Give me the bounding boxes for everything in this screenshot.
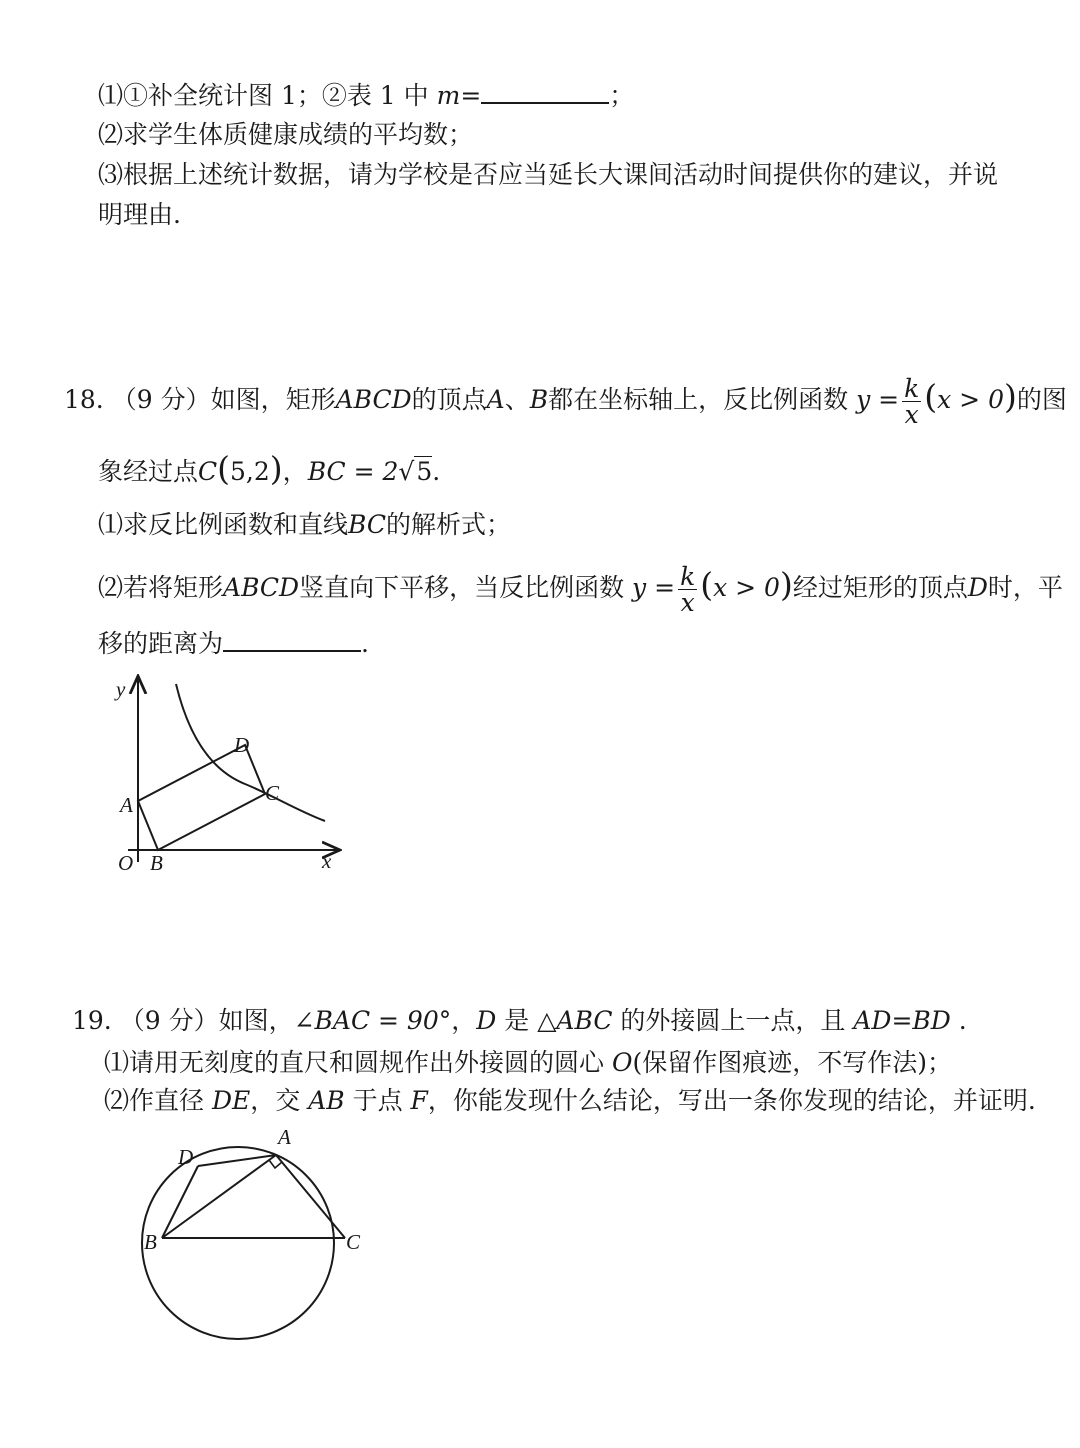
q19-figure bbox=[140, 1124, 380, 1324]
label-c: C bbox=[346, 1230, 361, 1254]
answer-blank-distance[interactable] bbox=[223, 626, 361, 652]
answer-blank-m[interactable] bbox=[481, 78, 609, 104]
sqrt-sign: √ bbox=[398, 457, 415, 486]
label-y: y bbox=[116, 677, 126, 701]
label-o: O bbox=[118, 851, 134, 875]
fraction-k-over-x: $\frac{k}{x}$ bbox=[904, 374, 920, 429]
label-b: B bbox=[144, 1230, 157, 1254]
q18-stem-line2: 象经过点C(5,2)，BC = 2√5. bbox=[98, 449, 441, 488]
q19-part2: ⑵作直径 DE，交 AB 于点 F，你能发现什么结论，写出一条你发现的结论，并证明. bbox=[104, 1086, 1036, 1115]
q18-part2-line2: 移的距离为 . bbox=[98, 626, 369, 661]
rectangle-abcd bbox=[138, 745, 265, 850]
q19-stem: 19. （9 分）如图，∠BAC = 90°，D 是 △ABC 的外接圆上一点，且 AD=BD . bbox=[72, 1006, 967, 1035]
label-a: A bbox=[120, 793, 133, 817]
q17-part2: ⑵求学生体质健康成绩的平均数； bbox=[98, 120, 474, 149]
label-a: A bbox=[278, 1125, 291, 1149]
q19-number: 19. bbox=[72, 1006, 112, 1035]
hyperbola-curve bbox=[176, 684, 325, 821]
label-x: x bbox=[322, 849, 332, 873]
q17-part1: ⑴①补全统计图 1；②表 1 中 m= ； bbox=[98, 78, 634, 113]
circumcircle bbox=[142, 1147, 334, 1339]
q18-part1: ⑴求反比例函数和直线BC的解析式； bbox=[98, 510, 511, 539]
q18-figure bbox=[110, 672, 350, 875]
label-b: B bbox=[150, 851, 163, 875]
q17-part3-line2: 明理由. bbox=[98, 200, 181, 229]
q18-part2-line1: ⑵若将矩形ABCD竖直向下平移，当反比例函数 y = $\frac{k}{x}$ (x > 0)经过矩形的顶点D时，平 bbox=[98, 562, 1063, 617]
q19-part1: ⑴请用无刻度的直尺和圆规作出外接圆的圆心 O(保留作图痕迹，不写作法)； bbox=[104, 1048, 952, 1077]
label-d: D bbox=[178, 1145, 194, 1169]
segment-ac bbox=[276, 1155, 345, 1238]
label-c: C bbox=[265, 781, 280, 805]
label-d: D bbox=[234, 733, 250, 757]
q18-number: 18. bbox=[64, 385, 104, 414]
fraction-k-over-x: $\frac{k}{x}$ bbox=[680, 562, 696, 617]
q18-stem-line1: 18. （9 分）如图，矩形ABCD的顶点A、B都在坐标轴上，反比例函数 y = $\frac{k}{x}$ (x > 0)的图 bbox=[64, 374, 1067, 429]
q17-part3-line1: ⑶根据上述统计数据，请为学校是否应当延长大课间活动时间提供你的建议，并说 bbox=[98, 160, 999, 189]
